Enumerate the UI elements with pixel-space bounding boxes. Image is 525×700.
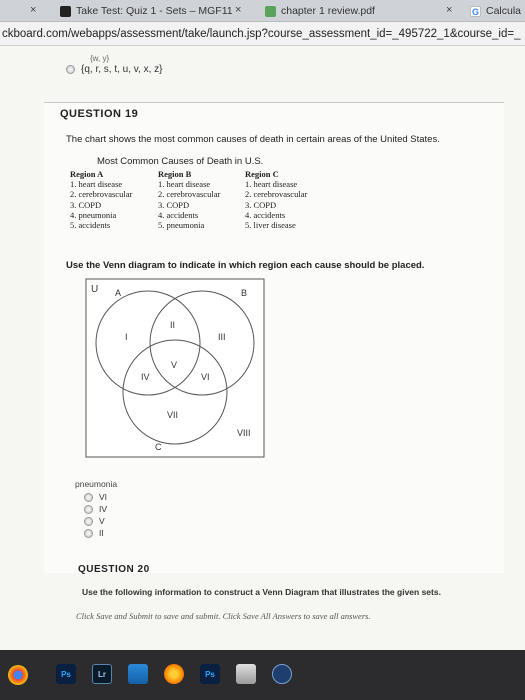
app-icon[interactable]	[272, 664, 292, 684]
tab-calculator[interactable]	[470, 0, 525, 22]
lightroom-icon[interactable]	[92, 664, 112, 684]
question-title: QUESTION 19	[60, 108, 139, 120]
answer-option-label: V	[99, 516, 105, 526]
answer-option[interactable]	[84, 528, 104, 538]
cause-item: 2. cerebrovascular	[158, 189, 221, 200]
close-icon[interactable]: ×	[446, 4, 453, 16]
region-label-iii: III	[218, 332, 226, 342]
tab-chapter-review[interactable]	[265, 0, 435, 22]
cause-item: 5. liver disease	[245, 220, 296, 231]
table-title: Most Common Causes of Death in U.S.	[97, 156, 264, 167]
venn-diagram	[85, 278, 265, 458]
region-c-list	[245, 169, 307, 230]
question-instruction: Use the Venn diagram to indicate in which region each cause should be placed.	[66, 260, 425, 271]
region-label-viii: VIII	[237, 428, 251, 438]
cause-item: 3. COPD	[158, 199, 190, 210]
question-title: QUESTION 20	[78, 564, 150, 575]
tab-title: Take Test: Quiz 1 - Sets – MGF11	[76, 5, 233, 17]
cause-item: 3. COPD	[245, 199, 277, 210]
region-label-v: V	[171, 360, 178, 370]
answer-item-label: pneumonia	[75, 479, 118, 489]
cause-item: 3. COPD	[70, 199, 102, 210]
browser-tab-bar	[0, 0, 525, 22]
region-label-iv: IV	[141, 372, 150, 382]
set-a-label: A	[115, 288, 122, 298]
chrome-icon[interactable]	[8, 665, 28, 685]
cause-item: 1. heart disease	[245, 179, 298, 190]
tab-take-test[interactable]	[60, 0, 240, 22]
google-icon: G	[471, 6, 479, 17]
cause-item: 5. accidents	[70, 220, 111, 231]
set-c-label: C	[155, 442, 162, 452]
region-label-ii: II	[170, 320, 176, 330]
tab-title: Calcula	[486, 5, 522, 17]
close-icon[interactable]: ×	[30, 4, 37, 16]
photoshop-icon[interactable]	[200, 664, 220, 684]
radio-button[interactable]	[84, 529, 93, 538]
region-label-vi: VI	[201, 372, 210, 382]
radio-button[interactable]	[84, 517, 93, 526]
photos-icon[interactable]	[236, 664, 256, 684]
question-text: Use the following information to construct a Venn Diagram that illustrates the given sets.	[82, 587, 441, 597]
answer-option[interactable]	[84, 516, 105, 526]
set-b-label: B	[241, 288, 248, 298]
cause-item: 2. cerebrovascular	[70, 189, 133, 200]
previous-option-label: {q, r, s, t, u, v, x, z}	[81, 64, 163, 75]
tab-title: chapter 1 review.pdf	[281, 5, 375, 17]
photoshop-label: Ps	[61, 669, 71, 679]
answer-option[interactable]	[84, 504, 107, 514]
answer-option-label: VI	[99, 492, 108, 502]
region-header: Region B	[158, 169, 192, 179]
region-label-vii: VII	[167, 410, 179, 420]
assessment-page	[0, 46, 525, 650]
region-header: Region A	[70, 169, 104, 179]
answer-option[interactable]	[84, 492, 107, 502]
region-label-i: I	[125, 332, 128, 342]
previous-answer-clipped: {w, y}	[90, 54, 110, 63]
region-b-list	[158, 169, 220, 230]
answer-option-label: IV	[99, 504, 108, 514]
radio-button[interactable]	[66, 65, 75, 74]
answer-option-label: II	[99, 528, 104, 538]
blackboard-icon	[60, 6, 71, 17]
photoshop-icon[interactable]	[56, 664, 76, 684]
photoshop-label: Ps	[205, 669, 215, 679]
pdf-icon	[265, 6, 276, 17]
cause-item: 1. heart disease	[158, 179, 211, 190]
previous-option[interactable]	[66, 64, 163, 75]
radio-button[interactable]	[84, 493, 93, 502]
address-bar[interactable]: ckboard.com/webapps/assessment/take/launch.jsp?course_assessment_id=_495722_1&course_id=_	[0, 22, 525, 46]
firefox-icon[interactable]	[164, 664, 184, 684]
taskbar	[0, 650, 525, 700]
cause-item: 4. accidents	[158, 209, 199, 220]
cause-item: 5. pneumonia	[158, 220, 205, 231]
cause-item: 1. heart disease	[70, 179, 123, 190]
region-a-list	[70, 169, 132, 230]
universe-label: U	[91, 284, 99, 295]
submit-instructions: Click Save and Submit to save and submit. Click Save All Answers to save all answers.	[76, 611, 371, 621]
question-text: The chart shows the most common causes of death in certain areas of the United States.	[66, 134, 440, 145]
cause-item: 4. pneumonia	[70, 209, 117, 220]
files-icon[interactable]	[128, 664, 148, 684]
close-icon[interactable]: ×	[235, 4, 242, 16]
cause-item: 2. cerebrovascular	[245, 189, 308, 200]
cause-item: 4. accidents	[245, 209, 286, 220]
radio-button[interactable]	[84, 505, 93, 514]
region-header: Region C	[245, 169, 279, 179]
lightroom-label: Lr	[98, 669, 106, 679]
